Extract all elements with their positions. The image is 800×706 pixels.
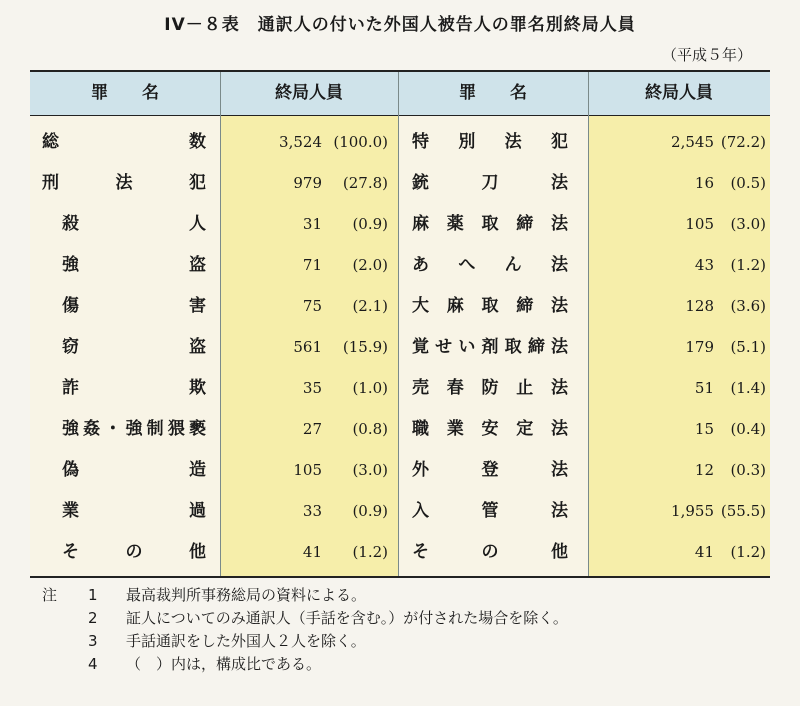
offense-name-left: 窃盗: [62, 337, 206, 357]
offense-name-left: 刑法犯: [42, 173, 206, 193]
count-right: 43: [694, 256, 714, 274]
ratio-right: (3.0): [730, 215, 766, 233]
table-row: [30, 532, 770, 572]
offense-name-right: 覚せい剤取締法: [412, 337, 568, 357]
note-line: [30, 630, 770, 653]
ratio-right: (1.4): [730, 379, 766, 397]
count-left: 27: [302, 420, 322, 438]
count-right: 1,955: [671, 502, 714, 520]
offense-name-right: その他: [412, 542, 568, 562]
offense-name-right: 職業安定法: [412, 419, 568, 439]
count-right: 12: [694, 461, 714, 479]
header-count-left: 終局人員: [275, 83, 343, 103]
ratio-left: (1.2): [352, 543, 388, 561]
table-row: [30, 122, 770, 162]
data-table: [30, 70, 770, 578]
note-line: [30, 584, 770, 607]
ratio-left: (100.0): [333, 133, 388, 151]
bottom-rule: [30, 576, 770, 578]
count-left: 35: [302, 379, 322, 397]
offense-name-left: 傷害: [62, 296, 206, 316]
table-row: [30, 204, 770, 244]
offense-name-right: 売春防止法: [412, 378, 568, 398]
notes: [30, 584, 770, 676]
note-text: 手話通訳をした外国人２人を除く。: [126, 632, 366, 650]
count-left: 561: [293, 338, 322, 356]
offense-name-right: あへん法: [412, 255, 568, 275]
header-count-right: 終局人員: [645, 83, 713, 103]
offense-name-left: その他: [62, 542, 206, 562]
ratio-left: (27.8): [342, 174, 388, 192]
note-line: [30, 607, 770, 630]
ratio-right: (1.2): [730, 543, 766, 561]
table-row: [30, 286, 770, 326]
offense-name-right: 入管法: [412, 501, 568, 521]
count-left: 979: [293, 174, 322, 192]
header-rule: [30, 115, 770, 116]
header-offense-left: 罪 名: [91, 83, 159, 103]
count-right: 128: [685, 297, 714, 315]
count-right: 179: [685, 338, 714, 356]
table-row: [30, 368, 770, 408]
table-row: [30, 450, 770, 490]
count-left: 41: [302, 543, 322, 561]
table-row: [30, 327, 770, 367]
count-right: 105: [685, 215, 714, 233]
ratio-right: (72.2): [720, 133, 766, 151]
note-number: 1: [88, 586, 98, 604]
offense-name-left: 強盗: [62, 255, 206, 275]
note-number: 2: [88, 609, 98, 627]
era-label: （平成５年）: [661, 46, 752, 64]
ratio-left: (0.9): [352, 215, 388, 233]
table-row: [30, 163, 770, 203]
ratio-left: (0.8): [352, 420, 388, 438]
ratio-left: (15.9): [342, 338, 388, 356]
ratio-left: (0.9): [352, 502, 388, 520]
ratio-right: (3.6): [730, 297, 766, 315]
count-left: 71: [302, 256, 322, 274]
count-right: 15: [694, 420, 714, 438]
notes-label: 注: [42, 586, 58, 604]
ratio-right: (0.5): [730, 174, 766, 192]
offense-name-right: 大麻取締法: [412, 296, 568, 316]
count-right: 2,545: [671, 133, 714, 151]
note-number: 3: [88, 632, 98, 650]
ratio-right: (55.5): [720, 502, 766, 520]
offense-name-left: 殺人: [62, 214, 206, 234]
offense-name-left: 業過: [62, 501, 206, 521]
table-title: IV－８表 通訳人の付いた外国人被告人の罪名別終局人員: [164, 15, 636, 35]
offense-name-left: 総数: [42, 132, 206, 152]
offense-name-right: 特別法犯: [412, 132, 568, 152]
offense-name-left: 偽造: [62, 460, 206, 480]
header-offense-right: 罪 名: [459, 83, 527, 103]
offense-name-right: 銃刀法: [412, 173, 568, 193]
ratio-left: (2.1): [352, 297, 388, 315]
count-right: 16: [694, 174, 714, 192]
note-number: 4: [88, 655, 98, 673]
count-left: 75: [302, 297, 322, 315]
ratio-left: (3.0): [352, 461, 388, 479]
count-left: 105: [293, 461, 322, 479]
offense-name-left: 強姦・強制猥褻: [62, 419, 206, 439]
ratio-right: (1.2): [730, 256, 766, 274]
offense-name-right: 外登法: [412, 460, 568, 480]
note-text: 証人についてのみ通訳人（手話を含む。）が付された場合を除く。: [126, 609, 568, 627]
ratio-right: (5.1): [730, 338, 766, 356]
ratio-right: (0.4): [730, 420, 766, 438]
table-row: [30, 245, 770, 285]
count-right: 41: [694, 543, 714, 561]
count-left: 33: [302, 502, 322, 520]
count-right: 51: [694, 379, 714, 397]
ratio-left: (2.0): [352, 256, 388, 274]
note-text: 最高裁判所事務総局の資料による。: [126, 586, 367, 604]
offense-name-right: 麻薬取締法: [412, 214, 568, 234]
ratio-left: (1.0): [352, 379, 388, 397]
table-row: [30, 409, 770, 449]
ratio-right: (0.3): [730, 461, 766, 479]
count-left: 3,524: [279, 133, 322, 151]
count-left: 31: [302, 215, 322, 233]
note-line: [30, 653, 770, 676]
note-text: （ ）内は，構成比である。: [126, 655, 322, 673]
table-row: [30, 491, 770, 531]
offense-name-left: 詐欺: [62, 378, 206, 398]
